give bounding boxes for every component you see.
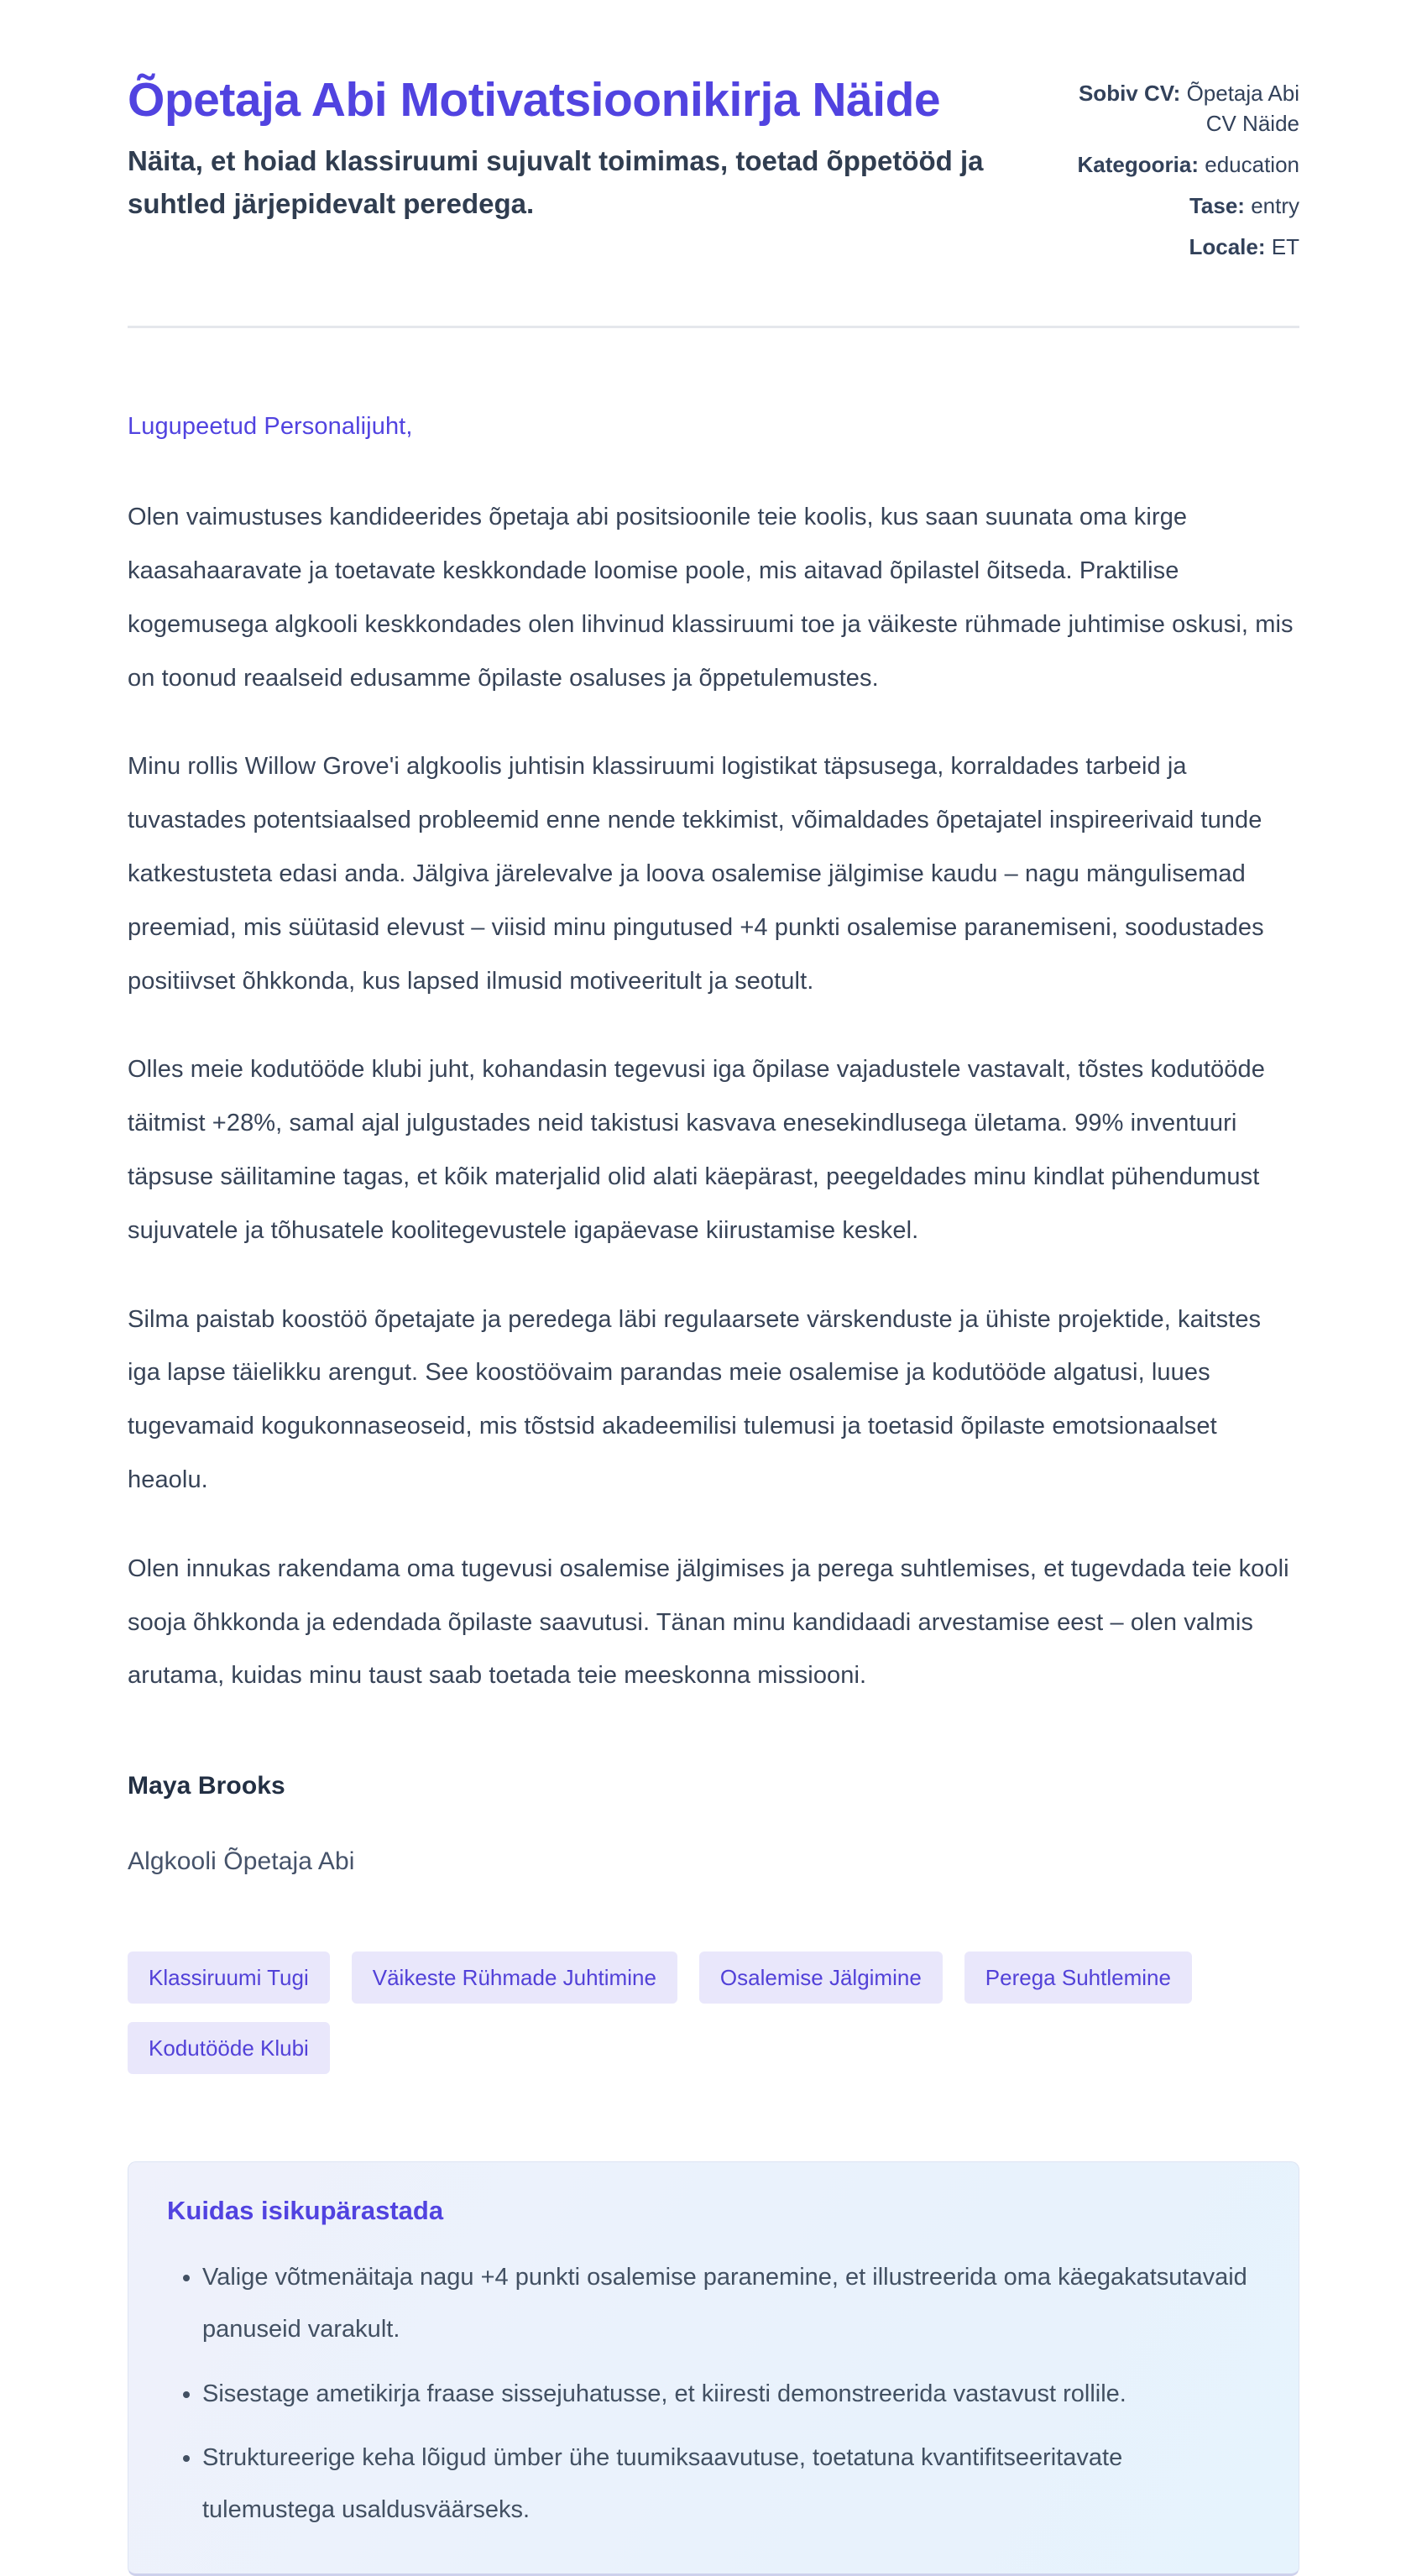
letter-greeting: Lugupeetud Personalijuht, <box>128 413 413 441</box>
signature-role: Algkooli Õpetaja Abi <box>128 1847 355 1876</box>
tips-title: Kuidas isikupärastada <box>167 2196 444 2226</box>
letter-paragraph: Olen innukas rakendama oma tugevusi osalemise jälgimises ja perega suhtlemises, et tugevdada teie kooli sooja õhkkonda ja edendada õpilaste saavutusi. Tänan minu kandidaadi arvestamise eest – olen valmis arutama, kuidas minu taust saab toetada teie meeskonna missiooni. <box>128 1554 1289 1690</box>
meta-label: Locale: <box>1189 233 1266 259</box>
meta-label: Sobiv CV: <box>1078 81 1181 106</box>
tips-item: • Valige võtmenäitaja nagu +4 punkti osalemise paranemine, et illustreerida oma käegakatsutavaid panuseid varakult. <box>202 2251 1260 2356</box>
letter-body <box>128 400 1299 1889</box>
meta-value: education <box>1205 151 1299 177</box>
meta-value: Õpetaja Abi CV Näide <box>1186 81 1299 136</box>
tips-list <box>167 2251 1260 2537</box>
letter-paragraph: Olen vaimustuses kandideerides õpetaja abi positsioonile teie koolis, kus saan suunata oma kirge kaasahaaravate ja toetavate keskkondade loomise poole, mis aitavad õpilastel õitseda. Praktilise kogemusega algkooli keskkondades olen lihvinud klassiruumi toe ja väikeste rühmade juhtimise oskusi, mis on toonud reaalseid edusamme õpilaste osaluses ja õppetulemustes. <box>128 504 1294 692</box>
tips-item: • Struktureerige keha lõigud ümber ühe tuumiksaavutuse, toetatuna kvantifitseeritavate tulemustega usaldusväärseks. <box>202 2432 1260 2537</box>
meta-item-level <box>1073 191 1299 222</box>
letter-paragraph: Olles meie kodutööde klubi juht, kohandasin tegevusi iga õpilase vajadustele vastavalt, tõstes kodutööde täitmist +28%, samal ajal julgustades neid takistusi kasvava enesekindlusega ületama. 99% inventuuri täpsuse säilitamine tagas, et kõik materjalid olid alati käepärast, peegeldades minu kindlat pühendumust sujuvatele ja tõhusatele koolitegevustele igapäevase kiirustamise keskel. <box>128 1056 1265 1244</box>
meta-item-matching-cv <box>1073 79 1299 139</box>
cover-letter-page <box>128 0 1299 2576</box>
skill-tags <box>128 1952 1299 2074</box>
meta-item-locale <box>1073 233 1299 263</box>
header-divider <box>128 326 1299 328</box>
tag-chip-small-group-management[interactable]: Väikeste Rühmade Juhtimine <box>352 1952 677 2004</box>
meta-label: Kategooria: <box>1077 151 1199 177</box>
page-subtitle: Näita, et hoiad klassiruumi sujuvalt toimimas, toetad õppetööd ja suhtled järjepidevalt peredega. <box>128 144 984 219</box>
page-header <box>128 74 1299 262</box>
signature-block <box>128 1758 1299 1889</box>
meta-panel <box>1073 79 1299 262</box>
meta-value: entry <box>1251 192 1299 218</box>
meta-value: ET <box>1271 233 1299 259</box>
letter-paragraph: Silma paistab koostöö õpetajate ja peredega läbi regulaarsete värskenduste ja ühiste projektide, kaitstes iga lapse täielikku arengut. See koostöövaim parandas meie osalemise ja kodutööde algatusi, luues tugevamaid kogukonnaseoseid, mis tõstsid akadeemilisi tulemusi ja toetasid õpilaste emotsionaalset heaolu. <box>128 1305 1262 1493</box>
tag-chip-attendance-tracking[interactable]: Osalemise Jälgimine <box>699 1952 943 2004</box>
tips-item: • Sisestage ametikirja fraase sissejuhatusse, et kiiresti demonstreerida vastavust rollile. <box>202 2368 1260 2420</box>
page-title: Õpetaja Abi Motivatsioonikirja Näide <box>128 73 941 127</box>
meta-label: Tase: <box>1189 192 1245 218</box>
tag-chip-homework-club[interactable]: Kodutööde Klubi <box>128 2022 330 2074</box>
letter-paragraph: Minu rollis Willow Grove'i algkoolis juhtisin klassiruumi logistikat täpsusega, korraldades tarbeid ja tuvastades potentsiaalsed probleemid enne nende tekkimist, võimaldades õpetajatel inspireerivaid tunde katkestusteta edasi anda. Jälgiva järelevalve ja loova osalemise jälgimise kaudu – nagu mängulisemad preemiad, mis süütasid elevust – viisid minu pingutused +4 punkti osalemise paranemiseni, soodustades positiivset õhkkonda, kus lapsed ilmusid motiveeritult ja seotult. <box>128 753 1264 995</box>
tag-chip-classroom-support[interactable]: Klassiruumi Tugi <box>128 1952 330 2004</box>
meta-item-category <box>1073 150 1299 180</box>
signature-name: Maya Brooks <box>128 1772 285 1800</box>
header-title-block <box>128 74 1017 225</box>
tag-chip-family-communication[interactable]: Perega Suhtlemine <box>964 1952 1192 2004</box>
